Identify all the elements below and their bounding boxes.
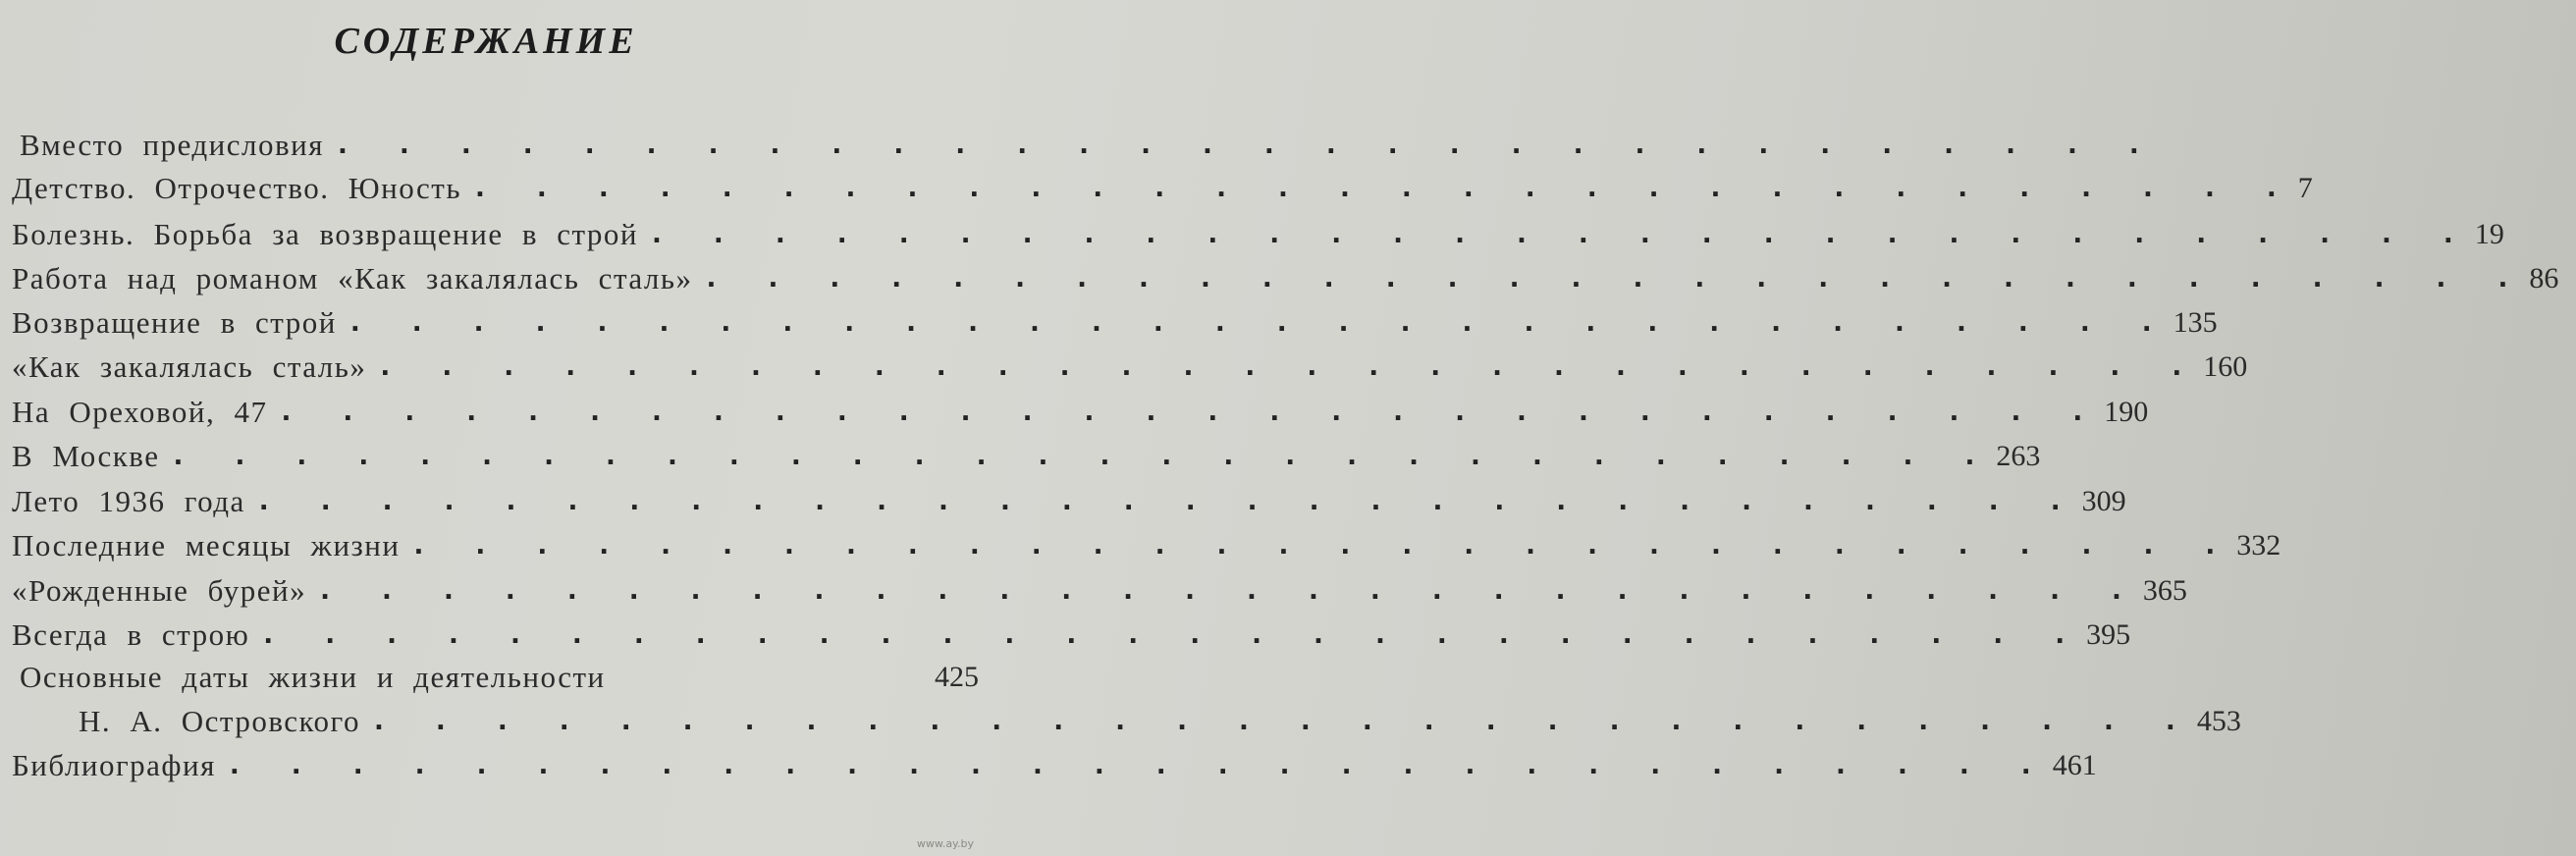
toc-entry-title: Лето 1936 года [12, 484, 245, 518]
toc-entry-page: 160 [2203, 350, 2248, 383]
toc-entry-page: 453 [2196, 705, 2241, 737]
dot-leader: . . . . . . . . . . . . . . . . . . . . . . . . . . . . . . [263, 620, 2087, 650]
toc-entry [12, 169, 2313, 208]
toc-entry [12, 215, 2504, 254]
dot-leader: . . . . . . . . . . . . . . . . . . . . . . . . . . . . . . [229, 751, 2053, 780]
toc-entry [12, 303, 2218, 343]
toc-entry-page: 332 [2236, 529, 2281, 562]
toc-entry [20, 658, 982, 697]
dot-leader: . . . . . . . . . . . . . . . . . . . . . . . . . . . . . . [258, 487, 2082, 516]
toc-entry-page: 365 [2142, 574, 2187, 607]
toc-entry-title: На Ореховой, 47 [12, 395, 268, 429]
toc-entry [12, 482, 2126, 521]
toc-entry-title: Библиография [12, 748, 216, 782]
toc-entry [12, 437, 2041, 476]
toc-entry [12, 746, 2097, 785]
toc-entry [12, 348, 2248, 387]
dot-leader: . . . . . . . . . . . . . . . . . . . . . . . . . . . . . . [349, 308, 2174, 338]
toc-entry-page: 19 [2474, 218, 2504, 250]
toc-entry [12, 571, 2187, 611]
toc-entry-page: 7 [2297, 172, 2313, 204]
toc-entry-title: Последние месяцы жизни [12, 528, 401, 562]
watermark: www.ay.by [916, 837, 974, 850]
toc-entry-page: 263 [1996, 440, 2041, 472]
toc-entry-page: 461 [2052, 749, 2097, 781]
toc-entry-page: 190 [2104, 396, 2149, 428]
toc-entry-title: «Как закалялась сталь» [12, 349, 367, 384]
toc-entry-title: В Москве [12, 439, 160, 473]
toc-entry-title: Возвращение в строй [12, 305, 337, 340]
toc-entry-page: 135 [2173, 306, 2218, 339]
toc-entry [12, 259, 2559, 298]
toc-entry-title: Основные даты жизни и деятельности [20, 660, 606, 694]
toc-entry [79, 702, 2241, 741]
dot-leader: . . . . . . . . . . . . . . . . . . . . . . . . . . . . . . [380, 352, 2204, 382]
toc-entry-page: 86 [2529, 262, 2559, 294]
dot-leader: . . . . . . . . . . . . . . . . . . . . . . . . . . . . . . [413, 531, 2237, 561]
toc-entry-title: Работа над романом «Как закалялась сталь» [12, 261, 693, 295]
dot-leader: . . . . . . . . . . . . . . . . . . . . . . . . . . . . . . [706, 264, 2530, 294]
dot-leader: . . . . . . . . . . . . . . . . . . . . . . . . . . . . . . [338, 131, 2161, 160]
toc-entry-title: Болезнь. Борьба за возвращение в строй [12, 217, 638, 251]
toc-entry-page: 425 [935, 661, 979, 693]
toc-entry-title: Н. А. Островского [79, 704, 360, 738]
toc-entry-title: Всегда в строю [12, 617, 250, 652]
page-title-text: СОДЕРЖАНИЕ [334, 21, 638, 62]
toc-entry [12, 526, 2281, 565]
toc-entry-title: «Рожденные бурей» [12, 573, 307, 608]
toc-entry [20, 126, 2161, 165]
dot-leader: . . . . . . . . . . . . . . . . . . . . . . . . . . . . . . [374, 707, 2197, 736]
toc-entry-page: 395 [2086, 618, 2131, 651]
toc-entry [12, 393, 2149, 432]
dot-leader: . . . . . . . . . . . . . . . . . . . . . . . . . . . . . . [474, 174, 2298, 203]
dot-leader: . . . . . . . . . . . . . . . . . . . . . . . . . . . . . . [652, 220, 2475, 249]
toc-entry-title: Вместо предисловия [20, 128, 324, 162]
toc-entry-page: 309 [2081, 485, 2126, 517]
toc-entry [12, 615, 2131, 655]
dot-leader: . . . . . . . . . . . . . . . . . . . . . . . . . . . . . . [173, 442, 1997, 471]
toc-entry-title: Детство. Отрочество. Юность [12, 171, 461, 205]
dot-leader: . . . . . . . . . . . . . . . . . . . . . . . . . . . . . . [281, 398, 2105, 427]
dot-leader: . . . . . . . . . . . . . . . . . . . . . . . . . . . . . . [320, 576, 2143, 606]
